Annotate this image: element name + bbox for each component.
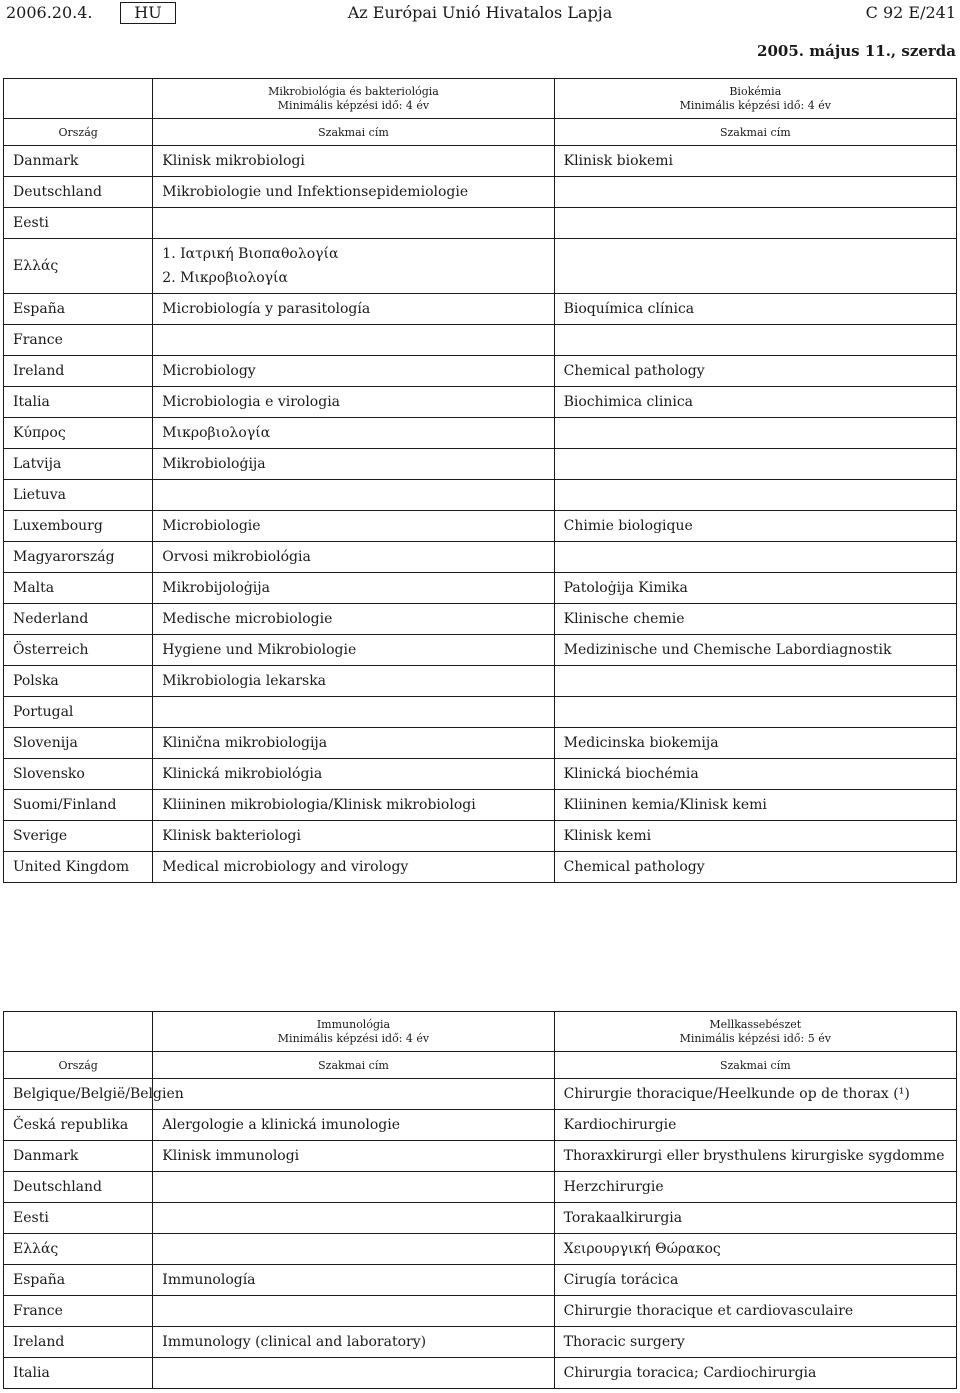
title-cell <box>153 1358 554 1389</box>
table-row <box>4 356 957 387</box>
table-row <box>4 1327 957 1358</box>
publication-date: 2006.20.4. <box>6 3 93 22</box>
title-cell: Chirurgia toracica; Cardiochirurgia <box>554 1358 956 1389</box>
specialty-name: Biokémia <box>729 84 782 98</box>
table-row <box>4 728 957 759</box>
title-cell: Χειρουργική Θώρακος <box>554 1234 956 1265</box>
table-row <box>4 1203 957 1234</box>
country-cell: Italia <box>4 387 153 418</box>
country-cell: Eesti <box>4 208 153 239</box>
country-cell: Belgique/België/Belgien <box>4 1079 153 1110</box>
title-cell <box>153 1234 554 1265</box>
country-cell: Ireland <box>4 1327 153 1358</box>
country-cell: España <box>4 294 153 325</box>
title-cell: Torakaalkirurgia <box>554 1203 956 1234</box>
specialty-name: Mikrobiológia és bakteriológia <box>268 84 439 98</box>
title-cell: Medische microbiologie <box>153 604 554 635</box>
country-cell: Ireland <box>4 356 153 387</box>
specialty-header <box>153 1012 554 1052</box>
title-cell <box>153 1079 554 1110</box>
specialty-name: Immunológia <box>316 1017 391 1031</box>
column-header-title: Szakmai cím <box>554 119 956 146</box>
column-header-country: Ország <box>4 1052 153 1079</box>
specialty-header <box>554 79 956 119</box>
table-row <box>4 1265 957 1296</box>
title-cell: Immunología <box>153 1265 554 1296</box>
table-row <box>4 418 957 449</box>
country-cell: Česká republika <box>4 1110 153 1141</box>
title-cell: Mikrobijoloġija <box>153 573 554 604</box>
title-cell: Klinisk mikrobiologi <box>153 146 554 177</box>
training-duration: Minimális képzési idő: 5 év <box>679 1031 831 1045</box>
title-cell <box>554 542 956 573</box>
title-cell: Orvosi mikrobiológia <box>153 542 554 573</box>
table-row <box>4 697 957 728</box>
title-cell: Chemical pathology <box>554 852 956 883</box>
table-row <box>4 542 957 573</box>
title-cell: Kardiochirurgie <box>554 1110 956 1141</box>
country-cell: Ελλάς <box>4 1234 153 1265</box>
title-cell <box>153 325 554 356</box>
title-cell: Klinische chemie <box>554 604 956 635</box>
journal-title: Az Európai Unió Hivatalos Lapja <box>347 3 613 22</box>
table-row <box>4 1172 957 1203</box>
country-cell: Suomi/Finland <box>4 790 153 821</box>
table-row <box>4 604 957 635</box>
title-cell: Mikrobiologia lekarska <box>153 666 554 697</box>
title-cell: Microbiología y parasitología <box>153 294 554 325</box>
country-cell: Latvija <box>4 449 153 480</box>
title-cell: Medical microbiology and virology <box>153 852 554 883</box>
title-cell <box>554 697 956 728</box>
title-cell <box>153 480 554 511</box>
title-cell: Medizinische und Chemische Labordiagnostik <box>554 635 956 666</box>
specialty-header <box>153 79 554 119</box>
title-cell: Thoracic surgery <box>554 1327 956 1358</box>
title-cell <box>554 208 956 239</box>
column-header-title: Szakmai cím <box>554 1052 956 1079</box>
language-code-box: HU <box>120 2 176 24</box>
title-cell <box>554 239 956 294</box>
title-line: 2. Μικροβιολογία <box>162 270 288 286</box>
table-row <box>4 387 957 418</box>
country-cell: Deutschland <box>4 177 153 208</box>
column-header-title: Szakmai cím <box>153 119 554 146</box>
title-cell: Microbiologia e virologia <box>153 387 554 418</box>
country-cell: Malta <box>4 573 153 604</box>
country-cell: Luxembourg <box>4 511 153 542</box>
specialty-header <box>554 1012 956 1052</box>
country-cell: United Kingdom <box>4 852 153 883</box>
title-cell <box>153 1203 554 1234</box>
empty-header-cell <box>4 79 153 119</box>
title-cell <box>153 697 554 728</box>
title-cell <box>554 666 956 697</box>
country-cell: Magyarország <box>4 542 153 573</box>
title-cell: Hygiene und Mikrobiologie <box>153 635 554 666</box>
title-cell <box>153 1296 554 1327</box>
table-row <box>4 666 957 697</box>
title-cell: Alergologie a klinická imunologie <box>153 1110 554 1141</box>
table-row <box>4 1110 957 1141</box>
country-cell: Italia <box>4 1358 153 1389</box>
title-cell <box>153 208 554 239</box>
table-row <box>4 294 957 325</box>
title-cell <box>153 1172 554 1203</box>
training-duration: Minimális képzési idő: 4 év <box>277 1031 430 1045</box>
country-cell: France <box>4 325 153 356</box>
country-cell: Slovenija <box>4 728 153 759</box>
title-cell: Bioquímica clínica <box>554 294 956 325</box>
title-cell: Microbiology <box>153 356 554 387</box>
title-cell: Chirurgie thoracique et cardiovasculaire <box>554 1296 956 1327</box>
specialty-table-immunology-thoracic-surgery <box>3 1011 957 1389</box>
title-cell: Herzchirurgie <box>554 1172 956 1203</box>
training-duration: Minimális képzési idő: 4 év <box>277 98 430 112</box>
table-row <box>4 325 957 356</box>
table-row <box>4 852 957 883</box>
table-row <box>4 1079 957 1110</box>
title-cell: Klinisk kemi <box>554 821 956 852</box>
title-cell <box>153 239 554 294</box>
title-cell: Klinická mikrobiológia <box>153 759 554 790</box>
title-cell: Kliininen kemia/Klinisk kemi <box>554 790 956 821</box>
country-cell: Ελλάς <box>4 239 153 294</box>
table-row <box>4 1141 957 1172</box>
country-cell: Κύπρος <box>4 418 153 449</box>
specialty-table-microbiology-biochemistry <box>3 78 957 883</box>
country-cell: Polska <box>4 666 153 697</box>
table-row <box>4 480 957 511</box>
table-row <box>4 1358 957 1389</box>
table-row <box>4 790 957 821</box>
country-cell: Portugal <box>4 697 153 728</box>
table-row <box>4 177 957 208</box>
title-cell: Chemical pathology <box>554 356 956 387</box>
table-row <box>4 239 957 294</box>
title-cell: Mikrobioloģija <box>153 449 554 480</box>
table-row <box>4 208 957 239</box>
title-cell: Μικροβιολογία <box>153 418 554 449</box>
page-header <box>0 0 960 28</box>
title-cell <box>554 480 956 511</box>
country-cell: Sverige <box>4 821 153 852</box>
title-cell: Thoraxkirurgi eller brysthulens kirurgiske sygdomme <box>554 1141 956 1172</box>
table-row <box>4 635 957 666</box>
table-row <box>4 146 957 177</box>
title-cell <box>554 418 956 449</box>
title-cell: Cirugía torácica <box>554 1265 956 1296</box>
table-row <box>4 759 957 790</box>
page-reference: C 92 E/241 <box>865 3 956 22</box>
column-header-country: Ország <box>4 119 153 146</box>
title-cell: Chimie biologique <box>554 511 956 542</box>
title-cell <box>554 449 956 480</box>
title-cell: Mikrobiologie und Infektionsepidemiologie <box>153 177 554 208</box>
country-cell: Nederland <box>4 604 153 635</box>
country-cell: Deutschland <box>4 1172 153 1203</box>
title-cell: Klinisk biokemi <box>554 146 956 177</box>
title-cell: Klinična mikrobiologija <box>153 728 554 759</box>
table-row <box>4 821 957 852</box>
country-cell: Österreich <box>4 635 153 666</box>
title-cell: Klinická biochémia <box>554 759 956 790</box>
title-cell: Klinisk immunologi <box>153 1141 554 1172</box>
country-cell: Slovensko <box>4 759 153 790</box>
title-cell: Kliininen mikrobiologia/Klinisk mikrobiologi <box>153 790 554 821</box>
table-row <box>4 1234 957 1265</box>
country-cell: France <box>4 1296 153 1327</box>
title-cell: Patoloġija Kimika <box>554 573 956 604</box>
country-cell: Eesti <box>4 1203 153 1234</box>
specialty-name: Mellkassebészet <box>709 1017 802 1031</box>
issue-date: 2005. május 11., szerda <box>757 42 956 60</box>
title-cell: Biochimica clinica <box>554 387 956 418</box>
table-row <box>4 573 957 604</box>
title-cell: Immunology (clinical and laboratory) <box>153 1327 554 1358</box>
title-cell <box>554 325 956 356</box>
title-cell: Klinisk bakteriologi <box>153 821 554 852</box>
table-row <box>4 511 957 542</box>
country-cell: Danmark <box>4 1141 153 1172</box>
country-cell: Lietuva <box>4 480 153 511</box>
empty-header-cell <box>4 1012 153 1052</box>
title-cell: Microbiologie <box>153 511 554 542</box>
country-cell: Danmark <box>4 146 153 177</box>
table-row <box>4 1296 957 1327</box>
title-cell <box>554 177 956 208</box>
title-cell: Medicinska biokemija <box>554 728 956 759</box>
country-cell: España <box>4 1265 153 1296</box>
table-row <box>4 449 957 480</box>
training-duration: Minimális képzési idő: 4 év <box>679 98 831 112</box>
column-header-title: Szakmai cím <box>153 1052 554 1079</box>
title-cell: Chirurgie thoracique/Heelkunde op de thorax (¹) <box>554 1079 956 1110</box>
title-line: 1. Ιατρική Βιοπαθολογία <box>162 246 339 262</box>
